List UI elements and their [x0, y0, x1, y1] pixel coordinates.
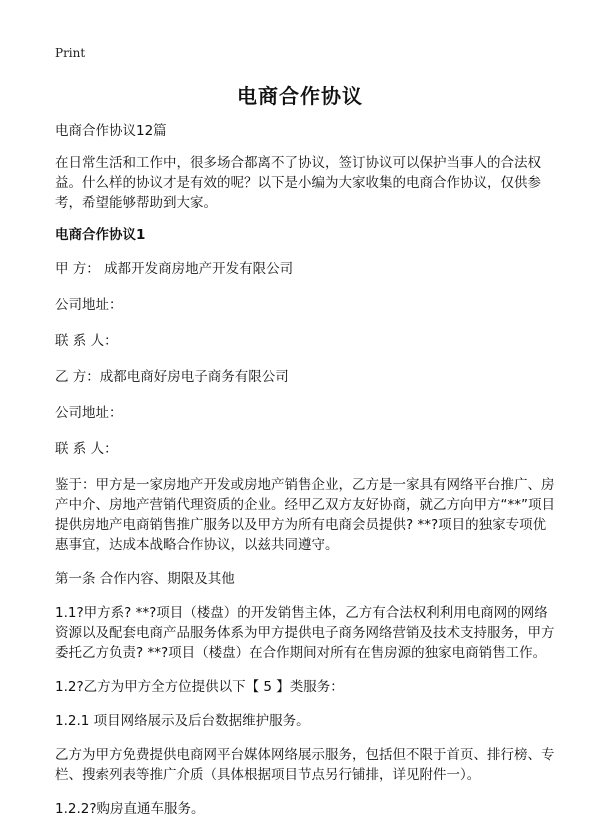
clause-paragraph: 1.2.2?购房直通车服务。: [55, 801, 205, 817]
party-b-address: 公司地址：: [55, 405, 123, 421]
party-a: 甲 方： 成都开发商房地产开发有限公司: [55, 261, 294, 277]
party-a-address: 公司地址：: [55, 297, 123, 313]
party-b-contact: 联 系 人：: [55, 441, 118, 457]
section-heading: 电商合作协议1: [55, 227, 146, 243]
clause-paragraph: 1.2?乙方为甲方全方位提供以下【 5 】类服务：: [55, 679, 344, 695]
intro-paragraph: 在日常生活和工作中，很多场合都离不了协议，签订协议可以保护当事人的合法权益。什么样的协议才是有效的呢？以下是小编为大家收集的电商合作协议，仅供参考，希望能够帮助到大家。: [55, 155, 541, 211]
document-body: [55, 121, 555, 833]
clause-paragraph: 1.2.1 项目网络展示及后台数据维护服务。: [55, 713, 310, 729]
whereas-paragraph: 鉴于：甲方是一家房地产开发或房地产销售企业，乙方是一家具有网络平台推广、房产中介、房地产营销代理资质的企业。经甲乙双方友好协商，就乙方向甲方“**”项目提供房地产电商销售推广服务以及甲方为所有电商会员提供? **?项目的独家专项优惠事宜，达成本战略合作协议，以兹共同遵守。: [55, 477, 555, 553]
document-subtitle: 电商合作协议12篇: [55, 123, 167, 139]
clause-paragraph: 乙方为甲方免费提供电商网平台媒体网络展示服务，包括但不限于首页、排行榜、专栏、搜索列表等推广介质（具体根据项目节点另行铺排，详见附件一）。: [55, 747, 555, 783]
party-a-contact: 联 系 人：: [55, 333, 118, 349]
document-title: 电商合作协议: [237, 84, 363, 108]
party-b: 乙 方：成都电商好房电子商务有限公司: [55, 369, 289, 385]
article-heading: 第一条 合作内容、期限及其他: [55, 571, 235, 587]
clause-paragraph: 1.1?甲方系? **?项目（楼盘）的开发销售主体，乙方有合法权利利用电商网的网络资源以及配套电商产品服务体系为甲方提供电子商务网络营销及技术支持服务，甲方委托乙方负责? **?项目（楼盘）在合作期间对所有在售房源的独家电商销售工作。: [55, 605, 555, 661]
print-link[interactable]: Print: [55, 46, 86, 60]
